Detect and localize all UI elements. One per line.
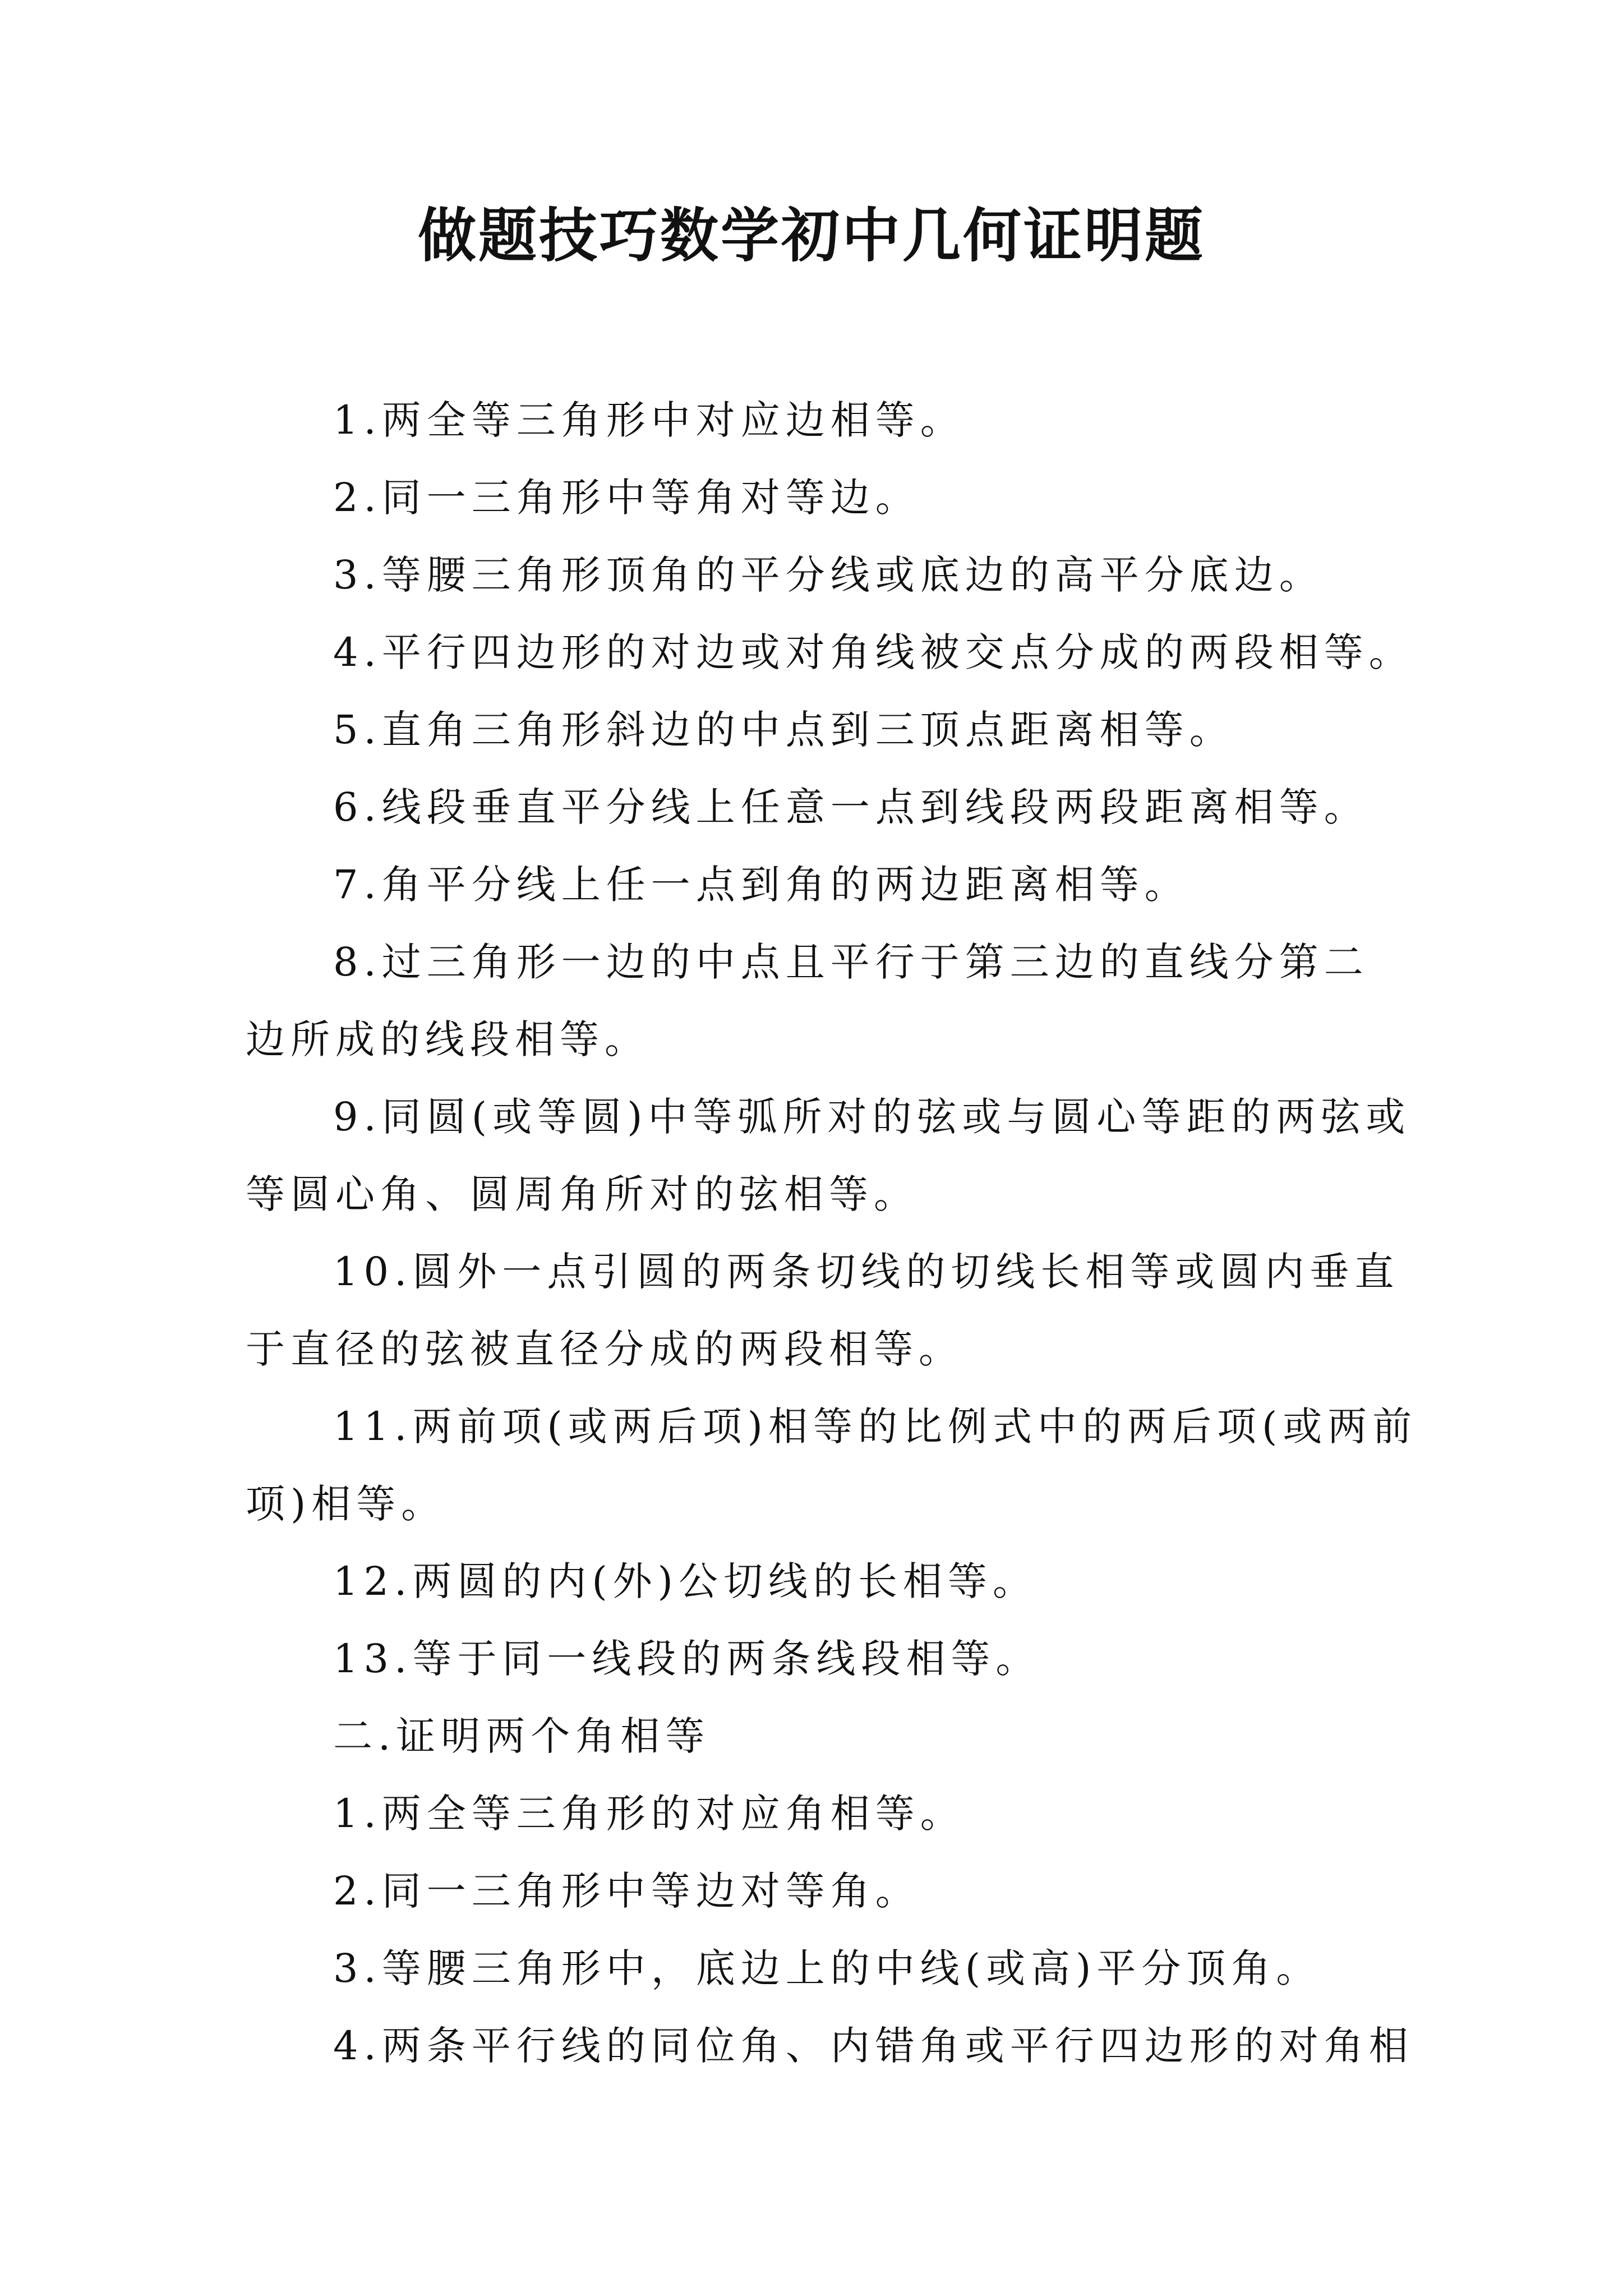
list-item: 11.两前项(或两后项)相等的比例式中的两后项(或两前 <box>333 1404 1418 1450</box>
list-item: 7.角平分线上任一点到角的两边距离相等。 <box>333 862 1189 908</box>
document-body <box>246 381 1418 2085</box>
list-item: 6.线段垂直平分线上任意一点到线段两段距离相等。 <box>333 784 1369 830</box>
list-item: 5.直角三角形斜边的中点到三顶点距离相等。 <box>333 707 1234 753</box>
list-item: 12.两圆的内(外)公切线的长相等。 <box>333 1558 1038 1604</box>
list-item-continuation: 于直径的弦被直径分成的两段相等。 <box>246 1326 963 1372</box>
list-item-continuation: 等圆心角、圆周角所对的弦相等。 <box>246 1171 919 1217</box>
list-item: 1.两全等三角形中对应边相等。 <box>333 397 965 443</box>
list-item: 10.圆外一点引圆的两条切线的切线长相等或圆内垂直 <box>333 1249 1400 1295</box>
list-item: 9.同圆(或等圆)中等弧所对的弦或与圆心等距的两弦或 <box>333 1094 1411 1140</box>
list-item: 1.两全等三角形的对应角相等。 <box>333 1791 965 1837</box>
page-title: 做题技巧数学初中几何证明题 <box>417 201 1205 270</box>
list-item: 2.同一三角形中等角对等边。 <box>333 475 920 521</box>
list-item: 4.平行四边形的对边或对角线被交点分成的两段相等。 <box>333 629 1414 675</box>
list-item-continuation: 边所成的线段相等。 <box>246 1016 649 1062</box>
list-item: 3.等腰三角形顶角的平分线或底边的高平分底边。 <box>333 552 1324 598</box>
list-item: 2.同一三角形中等边对等角。 <box>333 1868 920 1914</box>
list-item: 3.等腰三角形中，底边上的中线(或高)平分顶角。 <box>333 1945 1321 1991</box>
section-heading: 二.证明两个角相等 <box>333 1713 711 1759</box>
list-item: 4.两条平行线的同位角、内错角或平行四边形的对角相 <box>333 2023 1414 2069</box>
list-item: 13.等于同一线段的两条线段相等。 <box>333 1636 1041 1682</box>
list-item-continuation: 项)相等。 <box>246 1481 446 1527</box>
list-item: 8.过三角形一边的中点且平行于第三边的直线分第二 <box>333 939 1369 985</box>
